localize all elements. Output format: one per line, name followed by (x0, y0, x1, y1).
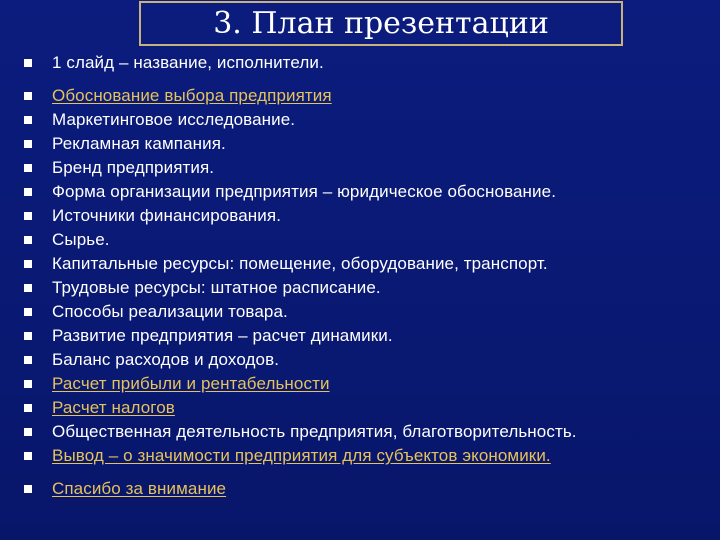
list-item[interactable] (24, 477, 226, 501)
list-item (24, 156, 214, 180)
list-item (24, 228, 110, 252)
list-item-text: Маркетинговое исследование. (52, 110, 296, 129)
square-bullet-icon (24, 212, 32, 220)
square-bullet-icon (24, 164, 32, 172)
list-item (24, 132, 226, 156)
square-bullet-icon (24, 260, 32, 268)
list-item-link[interactable]: Спасибо за внимание (52, 479, 227, 498)
list-item-text: Способы реализации товара. (52, 302, 288, 321)
list-item-text: Баланс расходов и доходов. (52, 350, 280, 369)
list-item (24, 204, 281, 228)
square-bullet-icon (24, 92, 32, 100)
square-bullet-icon (24, 236, 32, 244)
list-item[interactable] (24, 84, 332, 108)
square-bullet-icon (24, 452, 32, 460)
square-bullet-icon (24, 485, 32, 493)
square-bullet-icon (24, 428, 32, 436)
list-item-text: Бренд предприятия. (52, 158, 215, 177)
slide-title: 3. План презентации (213, 6, 549, 41)
list-item-text: Форма организации предприятия – юридическое обоснование. (52, 182, 557, 201)
list-item-link[interactable]: Расчет прибыли и рентабельности (52, 374, 330, 393)
list-item-text: Трудовые ресурсы: штатное расписание. (52, 278, 381, 297)
list-item[interactable] (24, 396, 175, 420)
list-item-text: Источники финансирования. (52, 206, 282, 225)
square-bullet-icon (24, 332, 32, 340)
list-item-text: Рекламная кампания. (52, 134, 226, 153)
list-item (24, 348, 279, 372)
square-bullet-icon (24, 356, 32, 364)
square-bullet-icon (24, 140, 32, 148)
list-item (24, 51, 324, 75)
title-box (139, 1, 623, 46)
list-item (24, 300, 288, 324)
list-item (24, 180, 556, 204)
square-bullet-icon (24, 116, 32, 124)
list-item (24, 324, 393, 348)
list-item (24, 276, 381, 300)
list-item (24, 108, 295, 132)
square-bullet-icon (24, 188, 32, 196)
list-item[interactable] (24, 444, 551, 468)
square-bullet-icon (24, 284, 32, 292)
list-item (24, 252, 548, 276)
square-bullet-icon (24, 59, 32, 67)
square-bullet-icon (24, 380, 32, 388)
square-bullet-icon (24, 308, 32, 316)
list-item-text: Развитие предприятия – расчет динамики. (52, 326, 393, 345)
list-item-link[interactable]: Расчет налогов (52, 398, 175, 417)
list-item-text: Общественная деятельность предприятия, благотворительность. (52, 422, 577, 441)
square-bullet-icon (24, 404, 32, 412)
list-item (24, 420, 577, 444)
list-item-text: 1 слайд – название, исполнители. (52, 53, 324, 72)
list-item-text: Капитальные ресурсы: помещение, оборудование, транспорт. (52, 254, 548, 273)
list-item-link[interactable]: Вывод – о значимости предприятия для субъектов экономики. (52, 446, 551, 465)
list-item[interactable] (24, 372, 330, 396)
list-item-link[interactable]: Обоснование выбора предприятия (52, 86, 332, 105)
list-item-text: Сырье. (52, 230, 110, 249)
